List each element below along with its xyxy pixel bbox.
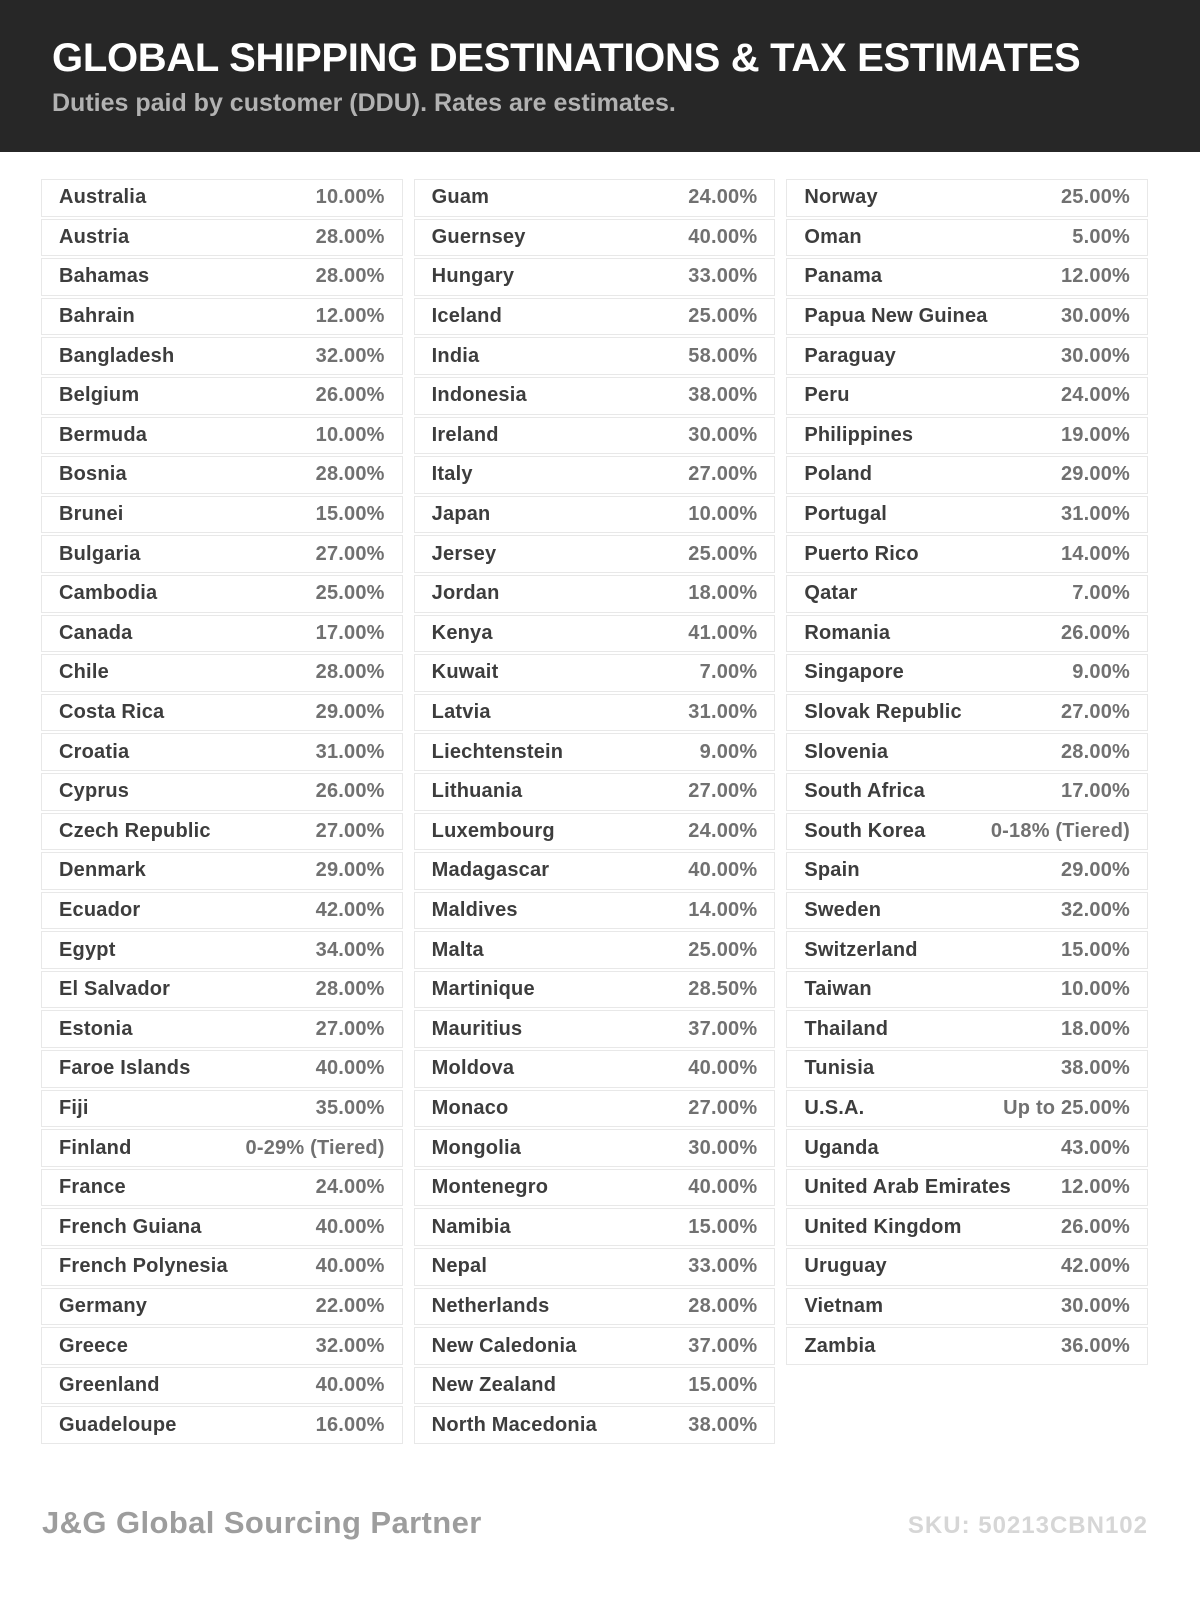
tax-rate: 42.00% bbox=[1060, 1255, 1131, 1278]
country-name: Paraguay bbox=[804, 344, 896, 367]
country-name: Fiji bbox=[59, 1096, 89, 1119]
tax-rate: 40.00% bbox=[688, 1057, 758, 1080]
tax-rate: 40.00% bbox=[315, 1057, 385, 1080]
tax-rate: 9.00% bbox=[1072, 661, 1131, 684]
country-name: Latvia bbox=[431, 701, 491, 724]
table-row bbox=[414, 892, 776, 930]
table-row bbox=[41, 615, 403, 653]
country-name: Austria bbox=[59, 225, 130, 248]
tax-rate: 40.00% bbox=[315, 1215, 385, 1238]
country-name: Croatia bbox=[59, 740, 130, 763]
country-name: Ireland bbox=[431, 423, 499, 446]
table-row bbox=[414, 179, 776, 217]
tax-rate: 33.00% bbox=[688, 265, 758, 288]
country-name: Luxembourg bbox=[431, 819, 555, 842]
table-row bbox=[786, 1129, 1148, 1167]
table-row bbox=[786, 931, 1148, 969]
table-row bbox=[786, 456, 1148, 494]
table-row bbox=[786, 377, 1148, 415]
tax-rate: 12.00% bbox=[1060, 265, 1131, 288]
table-row bbox=[41, 179, 403, 217]
country-name: Greenland bbox=[59, 1374, 160, 1397]
table-row bbox=[414, 575, 776, 613]
table-row bbox=[41, 1327, 403, 1365]
tax-rate: 42.00% bbox=[315, 898, 385, 921]
table-row bbox=[786, 417, 1148, 455]
tax-rate: 19.00% bbox=[1060, 423, 1131, 446]
tax-rate: 25.00% bbox=[688, 542, 758, 565]
table-row bbox=[41, 1406, 403, 1444]
table-row bbox=[41, 575, 403, 613]
country-name: Spain bbox=[804, 859, 860, 882]
country-name: Uruguay bbox=[804, 1255, 887, 1278]
country-name: Slovak Republic bbox=[804, 701, 962, 724]
country-name: New Zealand bbox=[431, 1374, 557, 1397]
table-row bbox=[414, 931, 776, 969]
tax-rate: 25.00% bbox=[688, 938, 758, 961]
tax-rate: 15.00% bbox=[315, 503, 385, 526]
tax-rate: 32.00% bbox=[1060, 898, 1131, 921]
footer bbox=[0, 1505, 1200, 1600]
table-row bbox=[414, 377, 776, 415]
country-name: Egypt bbox=[59, 938, 116, 961]
table-row bbox=[414, 773, 776, 811]
tax-rate: 17.00% bbox=[315, 621, 385, 644]
table-row bbox=[414, 1050, 776, 1088]
table-row bbox=[414, 694, 776, 732]
brand-name: J&G Global Sourcing Partner bbox=[42, 1505, 482, 1540]
table-row bbox=[41, 1050, 403, 1088]
tax-rate: 30.00% bbox=[1060, 344, 1131, 367]
table-row bbox=[41, 417, 403, 455]
tax-rate: 10.00% bbox=[315, 423, 385, 446]
tax-rate: 31.00% bbox=[315, 740, 385, 763]
tax-rate: 27.00% bbox=[315, 819, 385, 842]
tax-rate: 30.00% bbox=[688, 423, 758, 446]
country-name: Hungary bbox=[431, 265, 515, 288]
table-row bbox=[414, 1169, 776, 1207]
page-title: GLOBAL SHIPPING DESTINATIONS & TAX ESTIMATES bbox=[52, 36, 1081, 80]
table-row bbox=[786, 1288, 1148, 1326]
table-row bbox=[414, 852, 776, 890]
table-row bbox=[414, 535, 776, 573]
tax-rate: 31.00% bbox=[688, 701, 758, 724]
tax-rate: 24.00% bbox=[1060, 384, 1131, 407]
table-row bbox=[41, 971, 403, 1009]
tax-rate: 25.00% bbox=[315, 582, 385, 605]
table-row bbox=[786, 615, 1148, 653]
table-row bbox=[414, 1129, 776, 1167]
table-row bbox=[414, 1010, 776, 1048]
tax-rate: 30.00% bbox=[1060, 305, 1131, 328]
country-name: North Macedonia bbox=[431, 1413, 597, 1436]
tax-rate: 28.50% bbox=[688, 978, 758, 1001]
tax-rate: 26.00% bbox=[1060, 1215, 1131, 1238]
tax-rate: 18.00% bbox=[688, 582, 758, 605]
country-name: Norway bbox=[804, 186, 878, 209]
tax-rate: 24.00% bbox=[315, 1176, 385, 1199]
rates-table bbox=[0, 152, 1200, 1446]
country-name: Guadeloupe bbox=[59, 1413, 177, 1436]
country-name: Brunei bbox=[59, 503, 124, 526]
rates-column bbox=[41, 179, 403, 1446]
tax-rate: 27.00% bbox=[315, 1017, 385, 1040]
country-name: Chile bbox=[59, 661, 109, 684]
country-name: Singapore bbox=[804, 661, 904, 684]
country-name: Liechtenstein bbox=[431, 740, 564, 763]
country-name: Philippines bbox=[804, 423, 914, 446]
table-row bbox=[414, 496, 776, 534]
table-row bbox=[414, 1288, 776, 1326]
tax-rate: 37.00% bbox=[688, 1334, 758, 1357]
country-name: Bahrain bbox=[59, 305, 135, 328]
table-row bbox=[41, 496, 403, 534]
country-name: Germany bbox=[59, 1294, 148, 1317]
tax-rate: 28.00% bbox=[315, 661, 385, 684]
table-row bbox=[786, 298, 1148, 336]
tax-rate: 40.00% bbox=[315, 1255, 385, 1278]
table-row bbox=[41, 1208, 403, 1246]
table-row bbox=[41, 1248, 403, 1286]
tax-rate: Up to 25.00% bbox=[1003, 1096, 1131, 1119]
tax-rate: 10.00% bbox=[1060, 978, 1131, 1001]
country-name: Qatar bbox=[804, 582, 858, 605]
tax-rate: 27.00% bbox=[315, 542, 385, 565]
country-name: Uganda bbox=[804, 1136, 879, 1159]
table-row bbox=[41, 337, 403, 375]
country-name: Bangladesh bbox=[59, 344, 175, 367]
table-row bbox=[414, 1248, 776, 1286]
tax-rate: 28.00% bbox=[688, 1294, 758, 1317]
country-name: Guernsey bbox=[431, 225, 526, 248]
country-name: French Polynesia bbox=[59, 1255, 228, 1278]
country-name: Iceland bbox=[431, 305, 502, 328]
tax-rate: 27.00% bbox=[688, 780, 758, 803]
table-row bbox=[41, 1010, 403, 1048]
table-row bbox=[414, 813, 776, 851]
table-row bbox=[786, 654, 1148, 692]
table-row bbox=[414, 1406, 776, 1444]
tax-rate: 38.00% bbox=[688, 384, 758, 407]
table-row bbox=[786, 813, 1148, 851]
country-name: Bahamas bbox=[59, 265, 150, 288]
tax-rate: 28.00% bbox=[315, 463, 385, 486]
table-row bbox=[786, 1208, 1148, 1246]
table-row bbox=[414, 654, 776, 692]
tax-rate: 33.00% bbox=[688, 1255, 758, 1278]
table-row bbox=[414, 417, 776, 455]
country-name: Poland bbox=[804, 463, 873, 486]
tax-rate: 22.00% bbox=[315, 1294, 385, 1317]
country-name: Namibia bbox=[431, 1215, 511, 1238]
tax-rate: 0-18% (Tiered) bbox=[990, 819, 1131, 842]
tax-rate: 15.00% bbox=[688, 1215, 758, 1238]
tax-rate: 40.00% bbox=[688, 859, 758, 882]
tax-rate: 15.00% bbox=[1060, 938, 1131, 961]
tax-rate: 29.00% bbox=[315, 859, 385, 882]
tax-rate: 15.00% bbox=[688, 1374, 758, 1397]
country-name: Jordan bbox=[431, 582, 500, 605]
country-name: Canada bbox=[59, 621, 133, 644]
table-row bbox=[414, 258, 776, 296]
table-row bbox=[41, 219, 403, 257]
table-row bbox=[41, 892, 403, 930]
country-name: Slovenia bbox=[804, 740, 889, 763]
table-row bbox=[41, 1169, 403, 1207]
country-name: Indonesia bbox=[431, 384, 527, 407]
table-row bbox=[414, 971, 776, 1009]
page-subtitle: Duties paid by customer (DDU). Rates are estimates. bbox=[52, 89, 676, 117]
country-name: Italy bbox=[431, 463, 473, 486]
country-name: Portugal bbox=[804, 503, 888, 526]
country-name: Japan bbox=[431, 503, 491, 526]
tax-rate: 14.00% bbox=[688, 898, 758, 921]
country-name: South Africa bbox=[804, 780, 925, 803]
table-row bbox=[786, 575, 1148, 613]
table-row bbox=[41, 654, 403, 692]
tax-rate: 40.00% bbox=[688, 1176, 758, 1199]
country-name: Tunisia bbox=[804, 1057, 875, 1080]
tax-rate: 24.00% bbox=[688, 186, 758, 209]
table-row bbox=[414, 1090, 776, 1128]
country-name: Guam bbox=[431, 186, 490, 209]
tax-rate: 40.00% bbox=[315, 1374, 385, 1397]
country-name: India bbox=[431, 344, 480, 367]
table-row bbox=[786, 337, 1148, 375]
tax-rate: 0-29% (Tiered) bbox=[245, 1136, 385, 1159]
country-name: Vietnam bbox=[804, 1294, 884, 1317]
table-row bbox=[41, 456, 403, 494]
country-name: Kuwait bbox=[431, 661, 499, 684]
tax-rate: 28.00% bbox=[315, 225, 385, 248]
table-row bbox=[786, 496, 1148, 534]
tax-rate: 32.00% bbox=[315, 344, 385, 367]
table-row bbox=[414, 733, 776, 771]
table-row bbox=[41, 258, 403, 296]
table-row bbox=[786, 892, 1148, 930]
tax-rate: 27.00% bbox=[1060, 701, 1131, 724]
country-name: Denmark bbox=[59, 859, 146, 882]
tax-rate: 25.00% bbox=[688, 305, 758, 328]
tax-rate: 10.00% bbox=[315, 186, 385, 209]
country-name: Moldova bbox=[431, 1057, 515, 1080]
country-name: Australia bbox=[59, 186, 147, 209]
country-name: Oman bbox=[804, 225, 862, 248]
tax-rate: 26.00% bbox=[315, 384, 385, 407]
country-name: Bosnia bbox=[59, 463, 127, 486]
table-row bbox=[41, 852, 403, 890]
table-row bbox=[414, 456, 776, 494]
tax-rate: 43.00% bbox=[1060, 1136, 1131, 1159]
tax-rate: 37.00% bbox=[688, 1017, 758, 1040]
tax-rate: 40.00% bbox=[688, 225, 758, 248]
tax-rate: 28.00% bbox=[315, 265, 385, 288]
country-name: Peru bbox=[804, 384, 850, 407]
tax-rate: 32.00% bbox=[315, 1334, 385, 1357]
table-row bbox=[414, 337, 776, 375]
table-row bbox=[41, 931, 403, 969]
table-row bbox=[414, 1327, 776, 1365]
table-row bbox=[414, 1208, 776, 1246]
table-row bbox=[786, 1248, 1148, 1286]
country-name: U.S.A. bbox=[804, 1096, 865, 1119]
country-name: French Guiana bbox=[59, 1215, 202, 1238]
table-row bbox=[786, 219, 1148, 257]
country-name: Taiwan bbox=[804, 978, 872, 1001]
table-row bbox=[41, 694, 403, 732]
country-name: Netherlands bbox=[431, 1294, 550, 1317]
tax-rate: 10.00% bbox=[688, 503, 758, 526]
country-name: Malta bbox=[431, 938, 484, 961]
tax-rate: 58.00% bbox=[688, 344, 758, 367]
tax-rate: 7.00% bbox=[1072, 582, 1131, 605]
tax-rate: 16.00% bbox=[315, 1413, 385, 1436]
country-name: Kenya bbox=[431, 621, 493, 644]
country-name: Cyprus bbox=[59, 780, 130, 803]
country-name: New Caledonia bbox=[431, 1334, 577, 1357]
tax-rate: 26.00% bbox=[1060, 621, 1131, 644]
country-name: Switzerland bbox=[804, 938, 918, 961]
table-row bbox=[786, 1169, 1148, 1207]
country-name: United Kingdom bbox=[804, 1215, 962, 1238]
tax-rate: 41.00% bbox=[688, 621, 758, 644]
table-row bbox=[786, 694, 1148, 732]
country-name: Maldives bbox=[431, 898, 518, 921]
rates-column bbox=[414, 179, 776, 1446]
tax-rate: 5.00% bbox=[1072, 225, 1131, 248]
tax-rate: 7.00% bbox=[699, 661, 758, 684]
tax-rate: 28.00% bbox=[1060, 740, 1131, 763]
tax-rate: 29.00% bbox=[315, 701, 385, 724]
tax-rate: 27.00% bbox=[688, 1096, 758, 1119]
table-row bbox=[41, 813, 403, 851]
tax-rate: 14.00% bbox=[1060, 542, 1131, 565]
table-row bbox=[786, 971, 1148, 1009]
table-row bbox=[414, 219, 776, 257]
country-name: Lithuania bbox=[431, 780, 523, 803]
tax-rate: 34.00% bbox=[315, 938, 385, 961]
country-name: Zambia bbox=[804, 1334, 876, 1357]
tax-rate: 29.00% bbox=[1060, 463, 1131, 486]
country-name: Martinique bbox=[431, 978, 535, 1001]
country-name: Madagascar bbox=[431, 859, 550, 882]
tax-rate: 18.00% bbox=[1060, 1017, 1131, 1040]
sku-label: SKU: 50213CBN102 bbox=[907, 1512, 1148, 1539]
table-row bbox=[786, 1010, 1148, 1048]
country-name: Greece bbox=[59, 1334, 129, 1357]
country-name: El Salvador bbox=[59, 978, 171, 1001]
tax-rate: 12.00% bbox=[1060, 1176, 1131, 1199]
country-name: Jersey bbox=[431, 542, 497, 565]
country-name: Puerto Rico bbox=[804, 542, 919, 565]
country-name: Czech Republic bbox=[59, 819, 211, 842]
table-row bbox=[41, 1090, 403, 1128]
tax-rate: 30.00% bbox=[1060, 1294, 1131, 1317]
tax-rate: 31.00% bbox=[1060, 503, 1131, 526]
country-name: Sweden bbox=[804, 898, 882, 921]
country-name: Panama bbox=[804, 265, 883, 288]
table-row bbox=[786, 1050, 1148, 1088]
table-row bbox=[786, 773, 1148, 811]
table-row bbox=[786, 258, 1148, 296]
table-row bbox=[41, 377, 403, 415]
country-name: Bulgaria bbox=[59, 542, 141, 565]
header-banner bbox=[0, 0, 1200, 152]
country-name: Romania bbox=[804, 621, 891, 644]
tax-rate: 17.00% bbox=[1060, 780, 1131, 803]
tax-rate: 36.00% bbox=[1060, 1334, 1131, 1357]
table-row bbox=[786, 852, 1148, 890]
tax-rate: 26.00% bbox=[315, 780, 385, 803]
country-name: Belgium bbox=[59, 384, 140, 407]
table-row bbox=[41, 1129, 403, 1167]
table-row bbox=[414, 615, 776, 653]
table-row bbox=[414, 1367, 776, 1405]
table-row bbox=[786, 733, 1148, 771]
table-row bbox=[41, 1367, 403, 1405]
country-name: Papua New Guinea bbox=[804, 305, 988, 328]
country-name: France bbox=[59, 1176, 126, 1199]
country-name: Faroe Islands bbox=[59, 1057, 191, 1080]
rates-column bbox=[786, 179, 1148, 1367]
country-name: Ecuador bbox=[59, 898, 141, 921]
table-row bbox=[786, 1090, 1148, 1128]
country-name: Estonia bbox=[59, 1017, 133, 1040]
country-name: Mongolia bbox=[431, 1136, 522, 1159]
country-name: Finland bbox=[59, 1136, 132, 1159]
country-name: Mauritius bbox=[431, 1017, 523, 1040]
country-name: Montenegro bbox=[431, 1176, 549, 1199]
country-name: Thailand bbox=[804, 1017, 889, 1040]
country-name: United Arab Emirates bbox=[804, 1176, 1011, 1199]
tax-rate: 9.00% bbox=[699, 740, 758, 763]
tax-rate: 38.00% bbox=[688, 1413, 758, 1436]
tax-rate: 27.00% bbox=[688, 463, 758, 486]
table-row bbox=[786, 535, 1148, 573]
tax-rate: 30.00% bbox=[688, 1136, 758, 1159]
tax-rate: 25.00% bbox=[1060, 186, 1131, 209]
table-row bbox=[41, 1288, 403, 1326]
tax-rate: 12.00% bbox=[315, 305, 385, 328]
table-row bbox=[786, 179, 1148, 217]
table-row bbox=[41, 773, 403, 811]
country-name: Nepal bbox=[431, 1255, 488, 1278]
table-row bbox=[414, 298, 776, 336]
table-row bbox=[41, 535, 403, 573]
country-name: Cambodia bbox=[59, 582, 158, 605]
country-name: Monaco bbox=[431, 1096, 509, 1119]
table-row bbox=[41, 733, 403, 771]
country-name: Costa Rica bbox=[59, 701, 165, 724]
country-name: South Korea bbox=[804, 819, 926, 842]
tax-rate: 38.00% bbox=[1060, 1057, 1131, 1080]
tax-rate: 29.00% bbox=[1060, 859, 1131, 882]
tax-rate: 35.00% bbox=[315, 1096, 385, 1119]
table-row bbox=[786, 1327, 1148, 1365]
tax-rate: 28.00% bbox=[315, 978, 385, 1001]
table-row bbox=[41, 298, 403, 336]
tax-rate: 24.00% bbox=[688, 819, 758, 842]
country-name: Bermuda bbox=[59, 423, 148, 446]
